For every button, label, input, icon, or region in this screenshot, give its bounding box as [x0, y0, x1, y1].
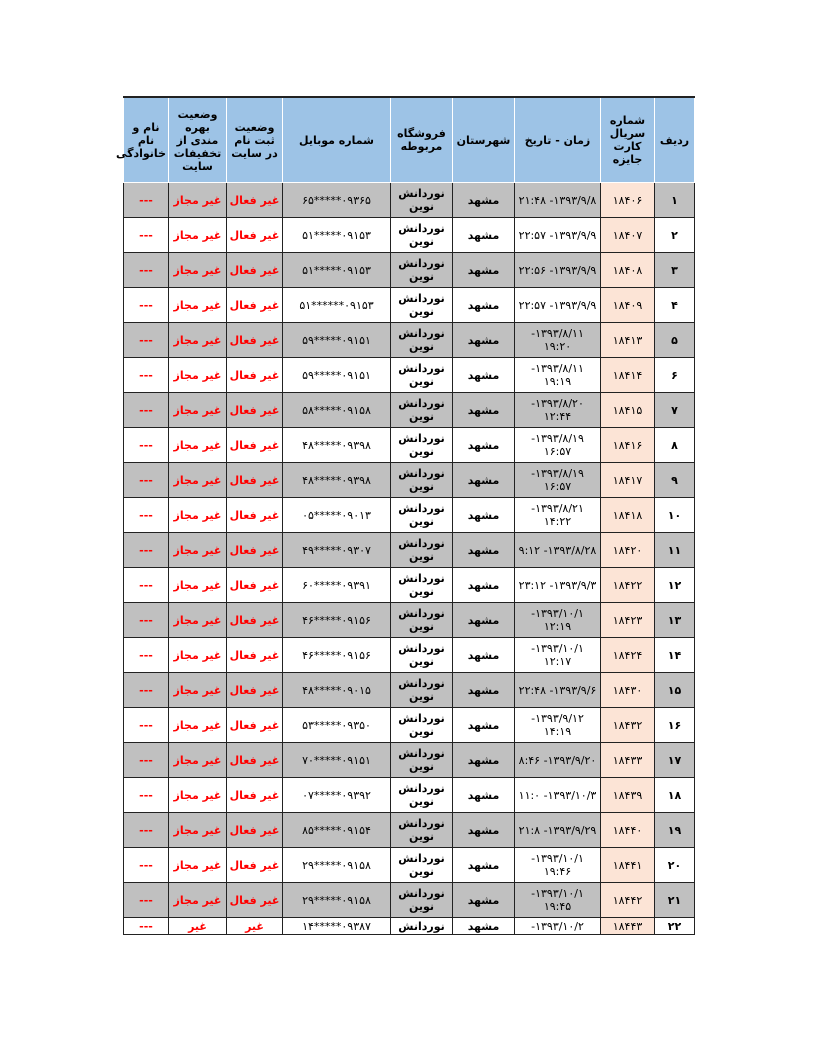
header-date-time: زمان - تاریخ — [515, 97, 601, 183]
full-name-cell: --- — [124, 708, 169, 743]
discount-status-cell: غیر مجاز — [169, 778, 227, 813]
date-time-cell: ۱۳۹۳/۸/۱۱- ۱۹:۱۹ — [515, 358, 601, 393]
mobile-cell: ۰۹۳۵۰*****۵۳ — [283, 708, 391, 743]
row-number-cell: ۸ — [655, 428, 695, 463]
row-number-cell: ۲ — [655, 218, 695, 253]
full-name-cell: --- — [124, 218, 169, 253]
city-cell: مشهد — [453, 253, 515, 288]
store-cell: نوردانش نوین — [391, 183, 453, 218]
store-cell: نوردانش نوین — [391, 218, 453, 253]
city-cell: مشهد — [453, 323, 515, 358]
city-cell: مشهد — [453, 498, 515, 533]
registration-status-cell: غیر فعال — [227, 883, 283, 918]
mobile-cell: ۰۹۱۵۱*****۵۹ — [283, 358, 391, 393]
discount-status-cell: غیر مجاز — [169, 813, 227, 848]
store-cell: نوردانش نوین — [391, 393, 453, 428]
table-row — [124, 778, 695, 813]
serial-number-cell: ۱۸۴۴۱ — [601, 848, 655, 883]
table-row — [124, 918, 695, 935]
date-time-cell: ۱۳۹۳/۹/۲۹- ۲۱:۸ — [515, 813, 601, 848]
serial-number-cell: ۱۸۴۲۲ — [601, 568, 655, 603]
table-row — [124, 673, 695, 708]
full-name-cell: --- — [124, 183, 169, 218]
full-name-cell: --- — [124, 813, 169, 848]
city-cell: مشهد — [453, 358, 515, 393]
store-cell: نوردانش نوین — [391, 603, 453, 638]
discount-status-cell: غیر مجاز — [169, 568, 227, 603]
registration-status-cell: غیر فعال — [227, 253, 283, 288]
mobile-cell: ۰۹۳۹۱*****۶۰ — [283, 568, 391, 603]
full-name-cell: --- — [124, 323, 169, 358]
city-cell: مشهد — [453, 428, 515, 463]
store-cell: نوردانش نوین — [391, 463, 453, 498]
table-body — [124, 183, 695, 935]
mobile-cell: ۰۹۰۱۳*****۰۵ — [283, 498, 391, 533]
row-number-cell: ۱۷ — [655, 743, 695, 778]
store-cell: نوردانش نوین — [391, 323, 453, 358]
date-time-cell: ۱۳۹۳/۱۰/۱- ۱۹:۴۵ — [515, 883, 601, 918]
full-name-cell: --- — [124, 603, 169, 638]
store-cell: نوردانش نوین — [391, 778, 453, 813]
table-row — [124, 323, 695, 358]
serial-number-cell: ۱۸۴۱۵ — [601, 393, 655, 428]
discount-status-cell: غیر مجاز — [169, 183, 227, 218]
date-time-cell: ۱۳۹۳/۸/۲۸- ۹:۱۲ — [515, 533, 601, 568]
city-cell: مشهد — [453, 533, 515, 568]
table-header-row — [124, 97, 695, 183]
mobile-cell: ۰۹۳۶۵*****۶۵ — [283, 183, 391, 218]
registration-status-cell: غیر فعال — [227, 428, 283, 463]
store-cell: نوردانش نوین — [391, 253, 453, 288]
date-time-cell: ۱۳۹۳/۱۰/۳- ۱۱:۰ — [515, 778, 601, 813]
registration-status-cell: غیر فعال — [227, 288, 283, 323]
full-name-cell: --- — [124, 918, 169, 935]
store-cell: نوردانش نوین — [391, 498, 453, 533]
full-name-cell: --- — [124, 358, 169, 393]
row-number-cell: ۶ — [655, 358, 695, 393]
mobile-cell: ۰۹۱۵۶*****۴۶ — [283, 638, 391, 673]
mobile-cell: ۰۹۰۱۵*****۴۸ — [283, 673, 391, 708]
date-time-cell: ۱۳۹۳/۸/۲۱- ۱۴:۲۲ — [515, 498, 601, 533]
discount-status-cell: غیر مجاز — [169, 603, 227, 638]
full-name-cell: --- — [124, 288, 169, 323]
row-number-cell: ۲۰ — [655, 848, 695, 883]
registration-status-cell: غیر فعال — [227, 708, 283, 743]
row-number-cell: ۱۶ — [655, 708, 695, 743]
row-number-cell: ۲۲ — [655, 918, 695, 935]
discount-status-cell: غیر مجاز — [169, 428, 227, 463]
discount-status-cell: غیر مجاز — [169, 498, 227, 533]
discount-status-cell: غیر مجاز — [169, 533, 227, 568]
city-cell: مشهد — [453, 883, 515, 918]
city-cell: مشهد — [453, 463, 515, 498]
city-cell: مشهد — [453, 638, 515, 673]
discount-status-cell: غیر مجاز — [169, 323, 227, 358]
table-row — [124, 568, 695, 603]
date-time-cell: ۱۳۹۳/۸/۱۱- ۱۹:۲۰ — [515, 323, 601, 358]
store-cell: نوردانش — [391, 918, 453, 935]
mobile-cell: ۰۹۳۹۸*****۴۸ — [283, 428, 391, 463]
discount-status-cell: غیر مجاز — [169, 708, 227, 743]
date-time-cell: ۱۳۹۳/۹/۶- ۲۲:۴۸ — [515, 673, 601, 708]
row-number-cell: ۱۵ — [655, 673, 695, 708]
registration-status-cell: غیر فعال — [227, 778, 283, 813]
table-row — [124, 743, 695, 778]
date-time-cell: ۱۳۹۳/۸/۲۰- ۱۲:۴۴ — [515, 393, 601, 428]
full-name-cell: --- — [124, 848, 169, 883]
date-time-cell: ۱۳۹۳/۹/۸- ۲۱:۴۸ — [515, 183, 601, 218]
serial-number-cell: ۱۸۴۱۶ — [601, 428, 655, 463]
store-cell: نوردانش نوین — [391, 638, 453, 673]
header-registration-status: وضعیت ثبت نام در سایت — [227, 97, 283, 183]
full-name-cell: --- — [124, 568, 169, 603]
serial-number-cell: ۱۸۴۰۷ — [601, 218, 655, 253]
full-name-cell: --- — [124, 428, 169, 463]
mobile-cell: ۰۹۱۵۸*****۲۹ — [283, 848, 391, 883]
table-row — [124, 253, 695, 288]
full-name-cell: --- — [124, 778, 169, 813]
header-full-name: نام و نام خانوادگی — [124, 97, 169, 183]
prize-card-table — [115, 96, 695, 935]
serial-number-cell: ۱۸۴۳۲ — [601, 708, 655, 743]
registration-status-cell: غیر فعال — [227, 183, 283, 218]
header-city: شهرستان — [453, 97, 515, 183]
registration-status-cell: غیر فعال — [227, 848, 283, 883]
serial-number-cell: ۱۸۴۲۰ — [601, 533, 655, 568]
discount-status-cell: غیر — [169, 918, 227, 935]
date-time-cell: ۱۳۹۳/۹/۹- ۲۲:۵۷ — [515, 288, 601, 323]
serial-number-cell: ۱۸۴۳۳ — [601, 743, 655, 778]
registration-status-cell: غیر فعال — [227, 358, 283, 393]
date-time-cell: ۱۳۹۳/۹/۲۰- ۸:۴۶ — [515, 743, 601, 778]
table-row — [124, 638, 695, 673]
city-cell: مشهد — [453, 848, 515, 883]
discount-status-cell: غیر مجاز — [169, 848, 227, 883]
mobile-cell: ۰۹۱۵۸*****۵۸ — [283, 393, 391, 428]
city-cell: مشهد — [453, 743, 515, 778]
discount-status-cell: غیر مجاز — [169, 638, 227, 673]
serial-number-cell: ۱۸۴۴۰ — [601, 813, 655, 848]
store-cell: نوردانش نوین — [391, 813, 453, 848]
serial-number-cell: ۱۸۴۱۷ — [601, 463, 655, 498]
store-cell: نوردانش نوین — [391, 428, 453, 463]
store-cell: نوردانش نوین — [391, 533, 453, 568]
registration-status-cell: غیر فعال — [227, 743, 283, 778]
date-time-cell: ۱۳۹۳/۱۰/۲- — [515, 918, 601, 935]
table-row — [124, 533, 695, 568]
row-number-cell: ۱۸ — [655, 778, 695, 813]
city-cell: مشهد — [453, 918, 515, 935]
row-number-cell: ۹ — [655, 463, 695, 498]
header-mobile: شماره موبایل — [283, 97, 391, 183]
mobile-cell: ۰۹۱۵۸*****۲۹ — [283, 883, 391, 918]
date-time-cell: ۱۳۹۳/۱۰/۱- ۱۲:۱۹ — [515, 603, 601, 638]
store-cell: نوردانش نوین — [391, 848, 453, 883]
registration-status-cell: غیر فعال — [227, 673, 283, 708]
registration-status-cell: غیر فعال — [227, 323, 283, 358]
city-cell: مشهد — [453, 708, 515, 743]
row-number-cell: ۱۲ — [655, 568, 695, 603]
registration-status-cell: غیر — [227, 918, 283, 935]
mobile-cell: ۰۹۳۹۸*****۴۸ — [283, 463, 391, 498]
header-serial-number: شماره سریال کارت جایزه — [601, 97, 655, 183]
mobile-cell: ۰۹۱۵۳******۵۱ — [283, 288, 391, 323]
date-time-cell: ۱۳۹۳/۹/۳- ۲۳:۱۲ — [515, 568, 601, 603]
registration-status-cell: غیر فعال — [227, 498, 283, 533]
registration-status-cell: غیر فعال — [227, 638, 283, 673]
discount-status-cell: غیر مجاز — [169, 743, 227, 778]
store-cell: نوردانش نوین — [391, 883, 453, 918]
city-cell: مشهد — [453, 183, 515, 218]
mobile-cell: ۰۹۱۵۳*****۵۱ — [283, 253, 391, 288]
serial-number-cell: ۱۸۴۳۹ — [601, 778, 655, 813]
row-number-cell: ۱۴ — [655, 638, 695, 673]
table-row — [124, 393, 695, 428]
row-number-cell: ۴ — [655, 288, 695, 323]
mobile-cell: ۰۹۱۵۱*****۷۰ — [283, 743, 391, 778]
table-row — [124, 813, 695, 848]
header-row-number: ردیف — [655, 97, 695, 183]
table-row — [124, 498, 695, 533]
table-row — [124, 708, 695, 743]
store-cell: نوردانش نوین — [391, 743, 453, 778]
mobile-cell: ۰۹۳۹۲*****۰۷ — [283, 778, 391, 813]
table-row — [124, 183, 695, 218]
registration-status-cell: غیر فعال — [227, 533, 283, 568]
header-discount-status: وضعیت بهره مندی از تخفیفات سایت — [169, 97, 227, 183]
registration-table-container — [115, 96, 694, 935]
city-cell: مشهد — [453, 393, 515, 428]
date-time-cell: ۱۳۹۳/۹/۹- ۲۲:۵۷ — [515, 218, 601, 253]
table-row — [124, 883, 695, 918]
row-number-cell: ۷ — [655, 393, 695, 428]
table-row — [124, 848, 695, 883]
store-cell: نوردانش نوین — [391, 288, 453, 323]
registration-status-cell: غیر فعال — [227, 393, 283, 428]
serial-number-cell: ۱۸۴۰۸ — [601, 253, 655, 288]
registration-status-cell: غیر فعال — [227, 218, 283, 253]
date-time-cell: ۱۳۹۳/۹/۹- ۲۲:۵۶ — [515, 253, 601, 288]
date-time-cell: ۱۳۹۳/۱۰/۱- ۱۹:۴۶ — [515, 848, 601, 883]
discount-status-cell: غیر مجاز — [169, 393, 227, 428]
mobile-cell: ۰۹۱۵۴*****۸۵ — [283, 813, 391, 848]
full-name-cell: --- — [124, 533, 169, 568]
mobile-cell: ۰۹۱۵۶*****۴۶ — [283, 603, 391, 638]
row-number-cell: ۱۹ — [655, 813, 695, 848]
registration-status-cell: غیر فعال — [227, 813, 283, 848]
date-time-cell: ۱۳۹۳/۱۰/۱- ۱۲:۱۷ — [515, 638, 601, 673]
full-name-cell: --- — [124, 498, 169, 533]
store-cell: نوردانش نوین — [391, 673, 453, 708]
mobile-cell: ۰۹۳۰۷*****۴۹ — [283, 533, 391, 568]
discount-status-cell: غیر مجاز — [169, 358, 227, 393]
registration-status-cell: غیر فعال — [227, 463, 283, 498]
store-cell: نوردانش نوین — [391, 358, 453, 393]
table-row — [124, 428, 695, 463]
city-cell: مشهد — [453, 813, 515, 848]
city-cell: مشهد — [453, 603, 515, 638]
header-store: فروشگاه مربوطه — [391, 97, 453, 183]
city-cell: مشهد — [453, 568, 515, 603]
serial-number-cell: ۱۸۴۴۲ — [601, 883, 655, 918]
table-row — [124, 463, 695, 498]
full-name-cell: --- — [124, 463, 169, 498]
table-row — [124, 218, 695, 253]
row-number-cell: ۱ — [655, 183, 695, 218]
registration-status-cell: غیر فعال — [227, 603, 283, 638]
serial-number-cell: ۱۸۴۰۶ — [601, 183, 655, 218]
full-name-cell: --- — [124, 673, 169, 708]
serial-number-cell: ۱۸۴۱۴ — [601, 358, 655, 393]
discount-status-cell: غیر مجاز — [169, 673, 227, 708]
store-cell: نوردانش نوین — [391, 568, 453, 603]
date-time-cell: ۱۳۹۳/۸/۱۹- ۱۶:۵۷ — [515, 428, 601, 463]
mobile-cell: ۰۹۱۵۱*****۵۹ — [283, 323, 391, 358]
serial-number-cell: ۱۸۴۲۳ — [601, 603, 655, 638]
full-name-cell: --- — [124, 638, 169, 673]
table-row — [124, 358, 695, 393]
serial-number-cell: ۱۸۴۱۸ — [601, 498, 655, 533]
date-time-cell: ۱۳۹۳/۸/۱۹- ۱۶:۵۷ — [515, 463, 601, 498]
full-name-cell: --- — [124, 393, 169, 428]
discount-status-cell: غیر مجاز — [169, 288, 227, 323]
row-number-cell: ۵ — [655, 323, 695, 358]
row-number-cell: ۱۰ — [655, 498, 695, 533]
store-cell: نوردانش نوین — [391, 708, 453, 743]
row-number-cell: ۱۱ — [655, 533, 695, 568]
serial-number-cell: ۱۸۴۴۳ — [601, 918, 655, 935]
full-name-cell: --- — [124, 253, 169, 288]
serial-number-cell: ۱۸۴۰۹ — [601, 288, 655, 323]
city-cell: مشهد — [453, 778, 515, 813]
row-number-cell: ۳ — [655, 253, 695, 288]
serial-number-cell: ۱۸۴۲۴ — [601, 638, 655, 673]
city-cell: مشهد — [453, 288, 515, 323]
mobile-cell: ۰۹۱۵۳*****۵۱ — [283, 218, 391, 253]
city-cell: مشهد — [453, 673, 515, 708]
discount-status-cell: غیر مجاز — [169, 253, 227, 288]
row-number-cell: ۲۱ — [655, 883, 695, 918]
full-name-cell: --- — [124, 743, 169, 778]
table-row — [124, 288, 695, 323]
date-time-cell: ۱۳۹۳/۹/۱۲- ۱۴:۱۹ — [515, 708, 601, 743]
row-number-cell: ۱۳ — [655, 603, 695, 638]
serial-number-cell: ۱۸۴۳۰ — [601, 673, 655, 708]
full-name-cell: --- — [124, 883, 169, 918]
discount-status-cell: غیر مجاز — [169, 883, 227, 918]
registration-status-cell: غیر فعال — [227, 568, 283, 603]
discount-status-cell: غیر مجاز — [169, 463, 227, 498]
discount-status-cell: غیر مجاز — [169, 218, 227, 253]
serial-number-cell: ۱۸۴۱۳ — [601, 323, 655, 358]
city-cell: مشهد — [453, 218, 515, 253]
mobile-cell: ۰۹۳۸۷*****۱۴ — [283, 918, 391, 935]
table-row — [124, 603, 695, 638]
